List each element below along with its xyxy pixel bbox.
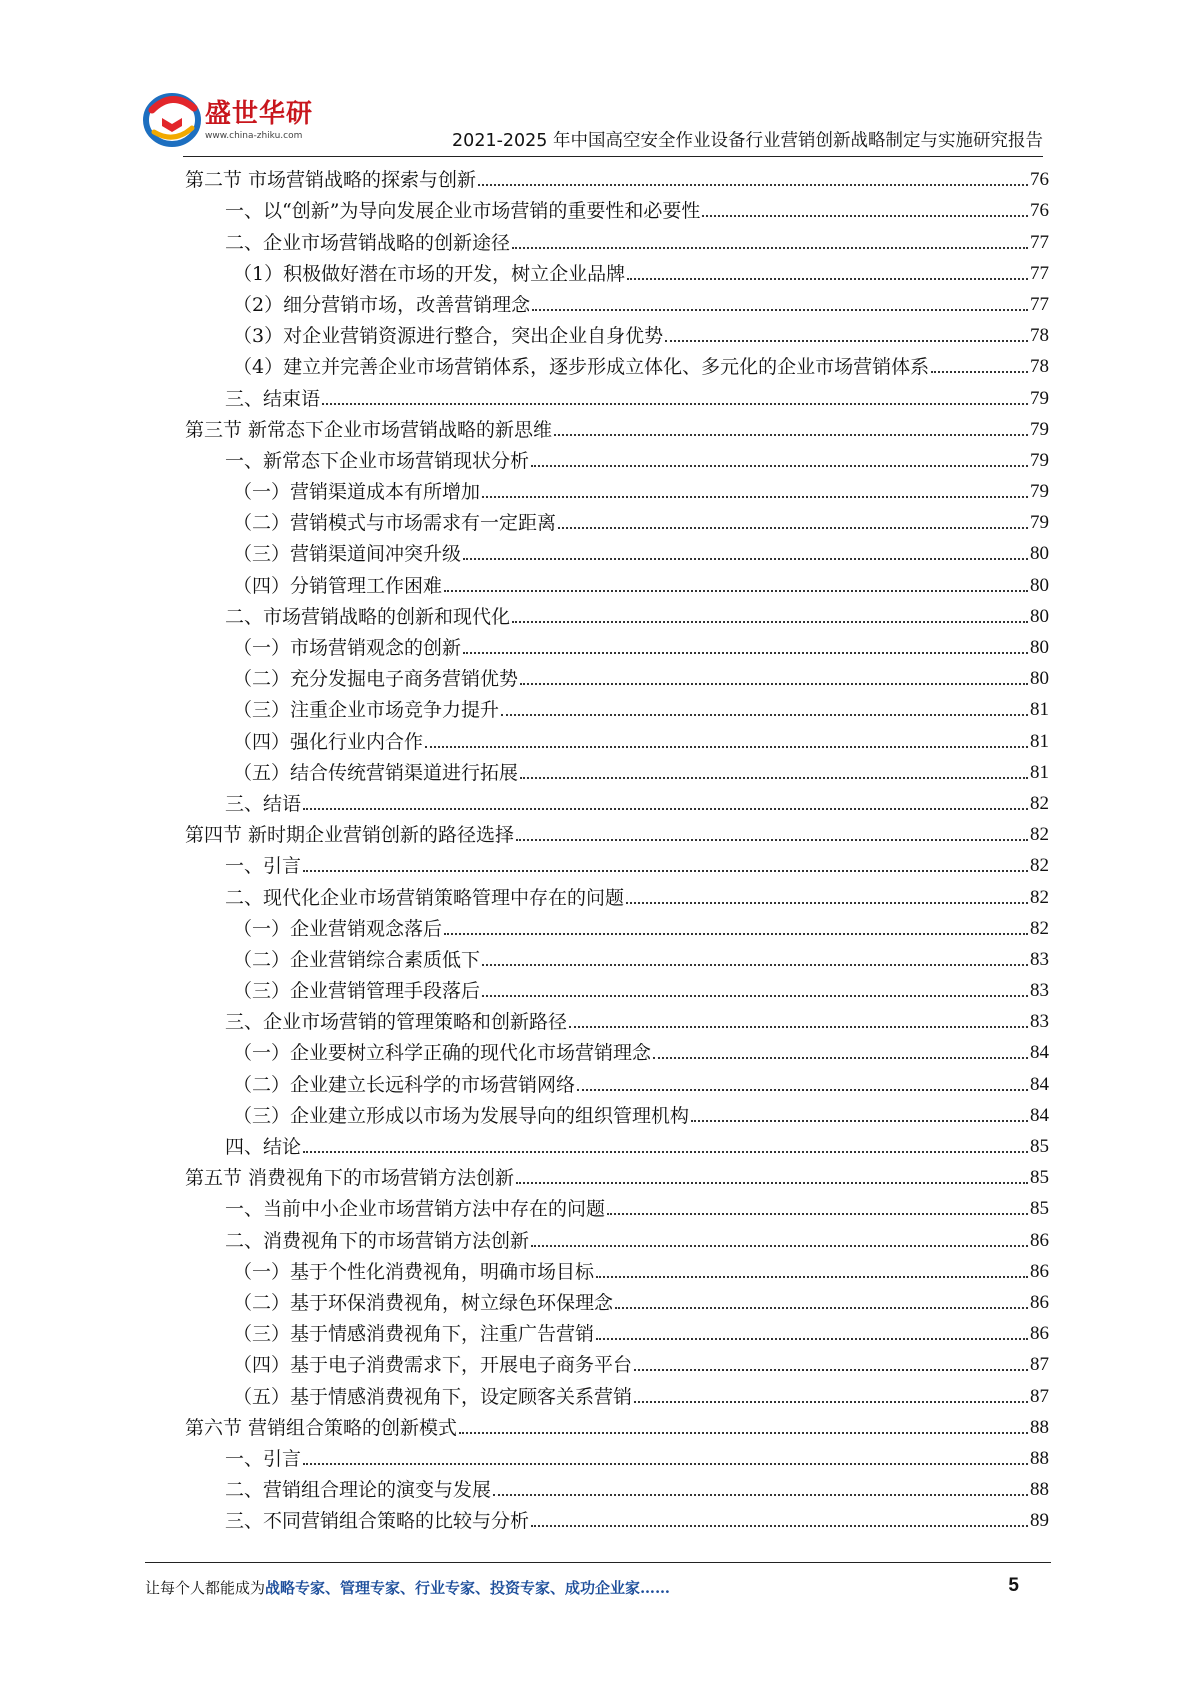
- toc-entry[interactable]: [185, 721, 1049, 752]
- toc-entry[interactable]: [185, 1501, 1049, 1532]
- toc-entry-title: （一）基于个性化消费视角，明确市场目标: [233, 1260, 595, 1283]
- toc-entry-page: 83: [1030, 1011, 1049, 1033]
- toc-entry-title: 二、现代化企业市场营销策略管理中存在的问题: [225, 886, 625, 909]
- toc-entry-page: 80: [1030, 543, 1049, 565]
- toc-entry[interactable]: [185, 1345, 1049, 1376]
- toc-entry[interactable]: [185, 753, 1049, 784]
- toc-entry-title: （三）基于情感消费视角下，注重广告营销: [233, 1323, 595, 1346]
- toc-dot-leader: [931, 371, 1028, 373]
- toc-entry[interactable]: [185, 971, 1049, 1002]
- page-header: [0, 0, 1191, 160]
- toc-dot-leader: [558, 527, 1028, 529]
- toc-entry[interactable]: [185, 222, 1049, 253]
- toc-entry-title: （二）基于环保消费视角，树立绿色环保理念: [233, 1291, 614, 1314]
- toc-dot-leader: [478, 184, 1028, 186]
- toc-entry[interactable]: [185, 1189, 1049, 1220]
- company-website: www.china-zhiku.com: [205, 131, 303, 141]
- toc-entry-page: 80: [1030, 574, 1049, 596]
- toc-entry[interactable]: [185, 659, 1049, 690]
- toc-entry-page: 77: [1030, 262, 1049, 284]
- toc-entry-title: （3）对企业营销资源进行整合，突出企业自身优势: [233, 325, 664, 348]
- toc-entry[interactable]: [185, 316, 1049, 347]
- toc-entry-title: 一、引言: [225, 1447, 302, 1470]
- toc-dot-leader: [463, 652, 1028, 654]
- toc-entry-title: 一、当前中小企业市场营销方法中存在的问题: [225, 1198, 606, 1221]
- toc-dot-leader: [532, 309, 1028, 311]
- toc-entry-page: 77: [1030, 293, 1049, 315]
- toc-entry-page: 83: [1030, 980, 1049, 1002]
- toc-entry-title: （三）营销渠道间冲突升级: [233, 543, 462, 566]
- toc-entry[interactable]: [185, 378, 1049, 409]
- toc-entry-title: （一）企业营销观念落后: [233, 917, 443, 940]
- toc-entry-title: （二）营销模式与市场需求有一定距离: [233, 512, 557, 535]
- toc-entry-title: （三）注重企业市场竞争力提升: [233, 699, 500, 722]
- toc-dot-leader: [531, 465, 1028, 467]
- toc-entry[interactable]: [185, 846, 1049, 877]
- toc-entry-page: 85: [1030, 1167, 1049, 1189]
- toc-dot-leader: [627, 278, 1028, 280]
- toc-entry-page: 80: [1030, 668, 1049, 690]
- toc-entry-title: 第六节 营销组合策略的创新模式: [185, 1416, 458, 1439]
- toc-entry[interactable]: [185, 1376, 1049, 1407]
- toc-entry[interactable]: [185, 877, 1049, 908]
- toc-entry-title: （四）基于电子消费需求下，开展电子商务平台: [233, 1354, 633, 1377]
- toc-entry[interactable]: [185, 441, 1049, 472]
- toc-dot-leader: [702, 215, 1028, 217]
- toc-entry-title: 二、营销组合理论的演变与发展: [225, 1479, 492, 1502]
- toc-dot-leader: [520, 777, 1028, 779]
- toc-entry[interactable]: [185, 503, 1049, 534]
- report-title: 2021-2025 年中国高空安全作业设备行业营销创新战略制定与实施研究报告: [452, 131, 1043, 151]
- toc-entry-title: （4）建立并完善企业市场营销体系，逐步形成立体化、多元化的企业市场营销体系: [233, 356, 930, 379]
- toc-entry-page: 83: [1030, 948, 1049, 970]
- toc-dot-leader: [596, 1276, 1028, 1278]
- toc-dot-leader: [444, 933, 1028, 935]
- toc-entry-title: 四、结论: [225, 1136, 302, 1158]
- toc-entry-page: 87: [1030, 1354, 1049, 1376]
- toc-entry-page: 89: [1030, 1510, 1049, 1532]
- toc-entry-page: 82: [1030, 824, 1049, 846]
- toc-entry-title: 三、结束语: [225, 387, 321, 410]
- toc-entry-title: （三）企业营销管理手段落后: [233, 980, 481, 1003]
- toc-entry-title: （二）企业建立长远科学的市场营销网络: [233, 1073, 576, 1096]
- toc-entry-title: 三、结语: [225, 792, 302, 815]
- toc-dot-leader: [607, 1213, 1028, 1215]
- toc-dot-leader: [463, 558, 1028, 560]
- toc-dot-leader: [516, 839, 1028, 841]
- toc-dot-leader: [303, 1151, 1028, 1153]
- toc-entry-page: 82: [1030, 917, 1049, 939]
- toc-dot-leader: [482, 964, 1028, 966]
- toc-entry-page: 88: [1030, 1416, 1049, 1438]
- toc-entry[interactable]: [185, 472, 1049, 503]
- toc-entry-title: 二、消费视角下的市场营销方法创新: [225, 1229, 530, 1252]
- toc-entry-title: 第五节 消费视角下的市场营销方法创新: [185, 1167, 515, 1190]
- toc-entry-page: 80: [1030, 605, 1049, 627]
- toc-entry-page: 87: [1030, 1385, 1049, 1407]
- toc-entry-title: （四）强化行业内合作: [233, 730, 424, 753]
- toc-entry-page: 79: [1030, 418, 1049, 440]
- toc-dot-leader: [634, 1369, 1028, 1371]
- toc-entry-page: 81: [1030, 730, 1049, 752]
- toc-entry[interactable]: [185, 1220, 1049, 1251]
- header-divider: [183, 156, 1043, 157]
- toc-dot-leader: [516, 1182, 1028, 1184]
- toc-entry-page: 86: [1030, 1291, 1049, 1313]
- toc-dot-leader: [425, 746, 1028, 748]
- toc-entry[interactable]: [185, 191, 1049, 222]
- toc-dot-leader: [303, 1463, 1028, 1465]
- toc-entry[interactable]: [185, 1439, 1049, 1470]
- toc-dot-leader: [520, 683, 1028, 685]
- toc-entry-page: 84: [1030, 1073, 1049, 1095]
- toc-entry-title: 第三节 新常态下企业市场营销战略的新思维: [185, 418, 553, 441]
- toc-dot-leader: [512, 247, 1028, 249]
- table-of-contents: [185, 160, 1049, 1532]
- toc-dot-leader: [531, 1245, 1028, 1247]
- toc-entry[interactable]: [185, 1283, 1049, 1314]
- footer-slogan: 战略专家、管理专家、行业专家、投资专家、成功企业家……: [265, 1579, 671, 1597]
- toc-entry-title: （二）企业营销综合素质低下: [233, 948, 481, 971]
- toc-entry[interactable]: [185, 1314, 1049, 1345]
- toc-dot-leader: [626, 902, 1028, 904]
- footer-lead-text: 让每个人都能成为: [145, 1579, 266, 1597]
- toc-entry[interactable]: [185, 534, 1049, 565]
- toc-entry-title: 一、以“创新”为导向发展企业市场营销的重要性和必要性: [225, 200, 701, 223]
- toc-entry-page: 86: [1030, 1323, 1049, 1345]
- toc-dot-leader: [482, 995, 1028, 997]
- company-logo-name: 盛世华研: [205, 99, 314, 129]
- page-footer: [145, 1577, 670, 1598]
- toc-dot-leader: [322, 403, 1028, 405]
- toc-entry-title: 第四节 新时期企业营销创新的路径选择: [185, 824, 515, 847]
- toc-entry-page: 79: [1030, 387, 1049, 409]
- toc-entry-title: （四）分销管理工作困难: [233, 574, 443, 597]
- toc-entry-page: 81: [1030, 761, 1049, 783]
- toc-entry-title: （2）细分营销市场，改善营销理念: [233, 293, 531, 316]
- toc-entry[interactable]: [185, 1470, 1049, 1501]
- toc-dot-leader: [501, 714, 1028, 716]
- toc-entry-title: 三、不同营销组合策略的比较与分析: [225, 1510, 530, 1533]
- toc-entry[interactable]: [185, 909, 1049, 940]
- toc-entry[interactable]: [185, 1033, 1049, 1064]
- toc-entry-page: 82: [1030, 855, 1049, 877]
- toc-entry-title: 三、企业市场营销的管理策略和创新路径: [225, 1011, 568, 1034]
- toc-entry[interactable]: [185, 1096, 1049, 1127]
- toc-dot-leader: [531, 1525, 1028, 1527]
- toc-dot-leader: [303, 870, 1028, 872]
- toc-entry-page: 84: [1030, 1042, 1049, 1064]
- toc-entry[interactable]: [185, 1252, 1049, 1283]
- toc-entry[interactable]: [185, 347, 1049, 378]
- toc-entry[interactable]: [185, 1127, 1049, 1158]
- toc-entry-title: （1）积极做好潜在市场的开发，树立企业品牌: [233, 262, 626, 285]
- toc-dot-leader: [653, 1057, 1028, 1059]
- toc-dot-leader: [512, 621, 1028, 623]
- toc-entry-page: 78: [1030, 325, 1049, 347]
- toc-entry[interactable]: [185, 1064, 1049, 1095]
- toc-entry-page: 78: [1030, 356, 1049, 378]
- toc-entry[interactable]: [185, 1002, 1049, 1033]
- toc-entry[interactable]: [185, 254, 1049, 285]
- toc-entry-title: （五）结合传统营销渠道进行拓展: [233, 761, 519, 784]
- toc-entry-page: 88: [1030, 1479, 1049, 1501]
- toc-entry-page: 79: [1030, 481, 1049, 503]
- toc-entry-page: 79: [1030, 449, 1049, 471]
- toc-entry-title: 二、市场营销战略的创新和现代化: [225, 605, 511, 628]
- toc-entry-page: 88: [1030, 1447, 1049, 1469]
- toc-entry[interactable]: [185, 940, 1049, 971]
- toc-dot-leader: [444, 590, 1028, 592]
- toc-dot-leader: [691, 1120, 1028, 1122]
- toc-entry-title: 第二节 市场营销战略的探索与创新: [185, 169, 477, 192]
- toc-dot-leader: [554, 434, 1028, 436]
- toc-entry-page: 80: [1030, 637, 1049, 658]
- toc-entry-page: 84: [1030, 1104, 1049, 1126]
- toc-entry-title: （一）企业要树立科学正确的现代化市场营销理念: [233, 1042, 652, 1065]
- toc-entry-title: 一、新常态下企业市场营销现状分析: [225, 449, 530, 472]
- toc-entry[interactable]: [185, 285, 1049, 316]
- toc-entry-title: （一）营销渠道成本有所增加: [233, 481, 481, 504]
- toc-entry[interactable]: [185, 1158, 1049, 1189]
- toc-dot-leader: [493, 1494, 1028, 1496]
- toc-dot-leader: [634, 1401, 1028, 1403]
- toc-entry-page: 86: [1030, 1229, 1049, 1251]
- toc-entry-page: 76: [1030, 169, 1049, 191]
- toc-entry[interactable]: [185, 410, 1049, 441]
- toc-entry[interactable]: [185, 565, 1049, 596]
- page-number: 5: [1008, 1575, 1019, 1596]
- toc-entry-page: 79: [1030, 512, 1049, 534]
- toc-entry[interactable]: [185, 690, 1049, 721]
- toc-entry-page: 86: [1030, 1260, 1049, 1282]
- toc-dot-leader: [482, 496, 1028, 498]
- toc-entry[interactable]: [185, 628, 1049, 659]
- toc-dot-leader: [577, 1089, 1028, 1091]
- toc-entry-page: 81: [1030, 699, 1049, 721]
- toc-entry-title: （一）市场营销观念的创新: [233, 637, 462, 659]
- toc-dot-leader: [665, 340, 1028, 342]
- toc-entry-page: 82: [1030, 792, 1049, 814]
- toc-entry-title: 二、企业市场营销战略的创新途径: [225, 231, 511, 254]
- toc-entry-page: 77: [1030, 231, 1049, 253]
- toc-entry-page: 82: [1030, 886, 1049, 908]
- toc-dot-leader: [569, 1026, 1028, 1028]
- toc-dot-leader: [459, 1432, 1028, 1434]
- toc-entry-title: 一、引言: [225, 855, 302, 878]
- toc-entry[interactable]: [185, 597, 1049, 628]
- toc-entry-page: 85: [1030, 1198, 1049, 1220]
- toc-entry-page: 85: [1030, 1136, 1049, 1157]
- toc-entry-title: （三）企业建立形成以市场为发展导向的组织管理机构: [233, 1104, 690, 1127]
- toc-dot-leader: [615, 1307, 1028, 1309]
- toc-entry-page: 76: [1030, 200, 1049, 222]
- toc-dot-leader: [596, 1338, 1028, 1340]
- footer-divider: [145, 1562, 1051, 1563]
- toc-entry[interactable]: [185, 1408, 1049, 1439]
- toc-dot-leader: [303, 808, 1028, 810]
- toc-entry[interactable]: [185, 784, 1049, 815]
- toc-entry-title: （五）基于情感消费视角下，设定顾客关系营销: [233, 1385, 633, 1408]
- toc-entry[interactable]: [185, 160, 1049, 191]
- toc-entry[interactable]: [185, 815, 1049, 846]
- toc-entry-title: （二）充分发掘电子商务营销优势: [233, 668, 519, 691]
